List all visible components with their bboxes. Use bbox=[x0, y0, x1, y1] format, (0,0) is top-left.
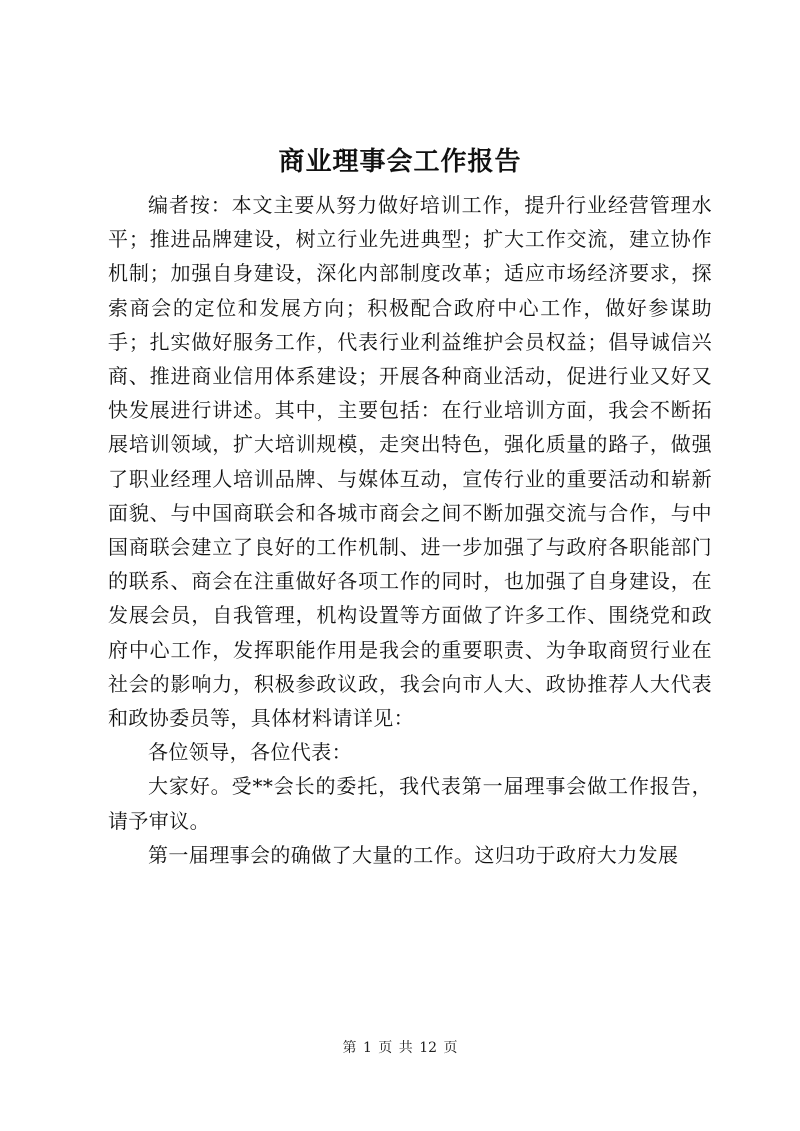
paragraph-editor-note: 编者按：本文主要从努力做好培训工作，提升行业经营管理水平；推进品牌建设，树立行业先进典型；扩大工作交流，建立协作机制；加强自身建设，深化内部制度改革；适应市场经济要求，探索商会的定位和发展方向；积极配合政府中心工作，做好参谋助手；扎实做好服务工作，代表行业利益维护会员权益；倡导诚信兴商、推进商业信用体系建设；开展各种商业活动，促进行业又好又快发展进行讲述。其中，主要包括：在行业培训方面，我会不断拓展培训领域，扩大培训规模，走突出特色，强化质量的路子，做强了职业经理人培训品牌、与媒体互动，宣传行业的重要活动和崭新面貌、与中国商联会和各城市商会之间不断加强交流与合作，与中国商联会建立了良好的工作机制、进一步加强了与政府各职能部门的联系、商会在注重做好各项工作的同时，也加强了自身建设，在发展会员，自我管理，机构设置等方面做了许多工作、围绕党和政府中心工作，发挥职能作用是我会的重要职责、为争取商贸行业在社会的影响力，积极参政议政，我会向市人大、政协推荐人大代表和政协委员等，具体材料请详见： bbox=[108, 193, 712, 731]
paragraph-greeting: 大家好。受**会长的委托，我代表第一届理事会做工作报告，请予审议。 bbox=[108, 774, 712, 833]
paragraph-work-summary: 第一届理事会的确做了大量的工作。这归功于政府大力发展 bbox=[148, 842, 679, 867]
document-body bbox=[108, 188, 712, 872]
paragraph-salutation: 各位领导，各位代表： bbox=[148, 740, 352, 765]
document-title: 商业理事会工作报告 bbox=[278, 147, 522, 177]
page-number-footer: 第 1 页 共 12 页 bbox=[342, 1040, 458, 1056]
